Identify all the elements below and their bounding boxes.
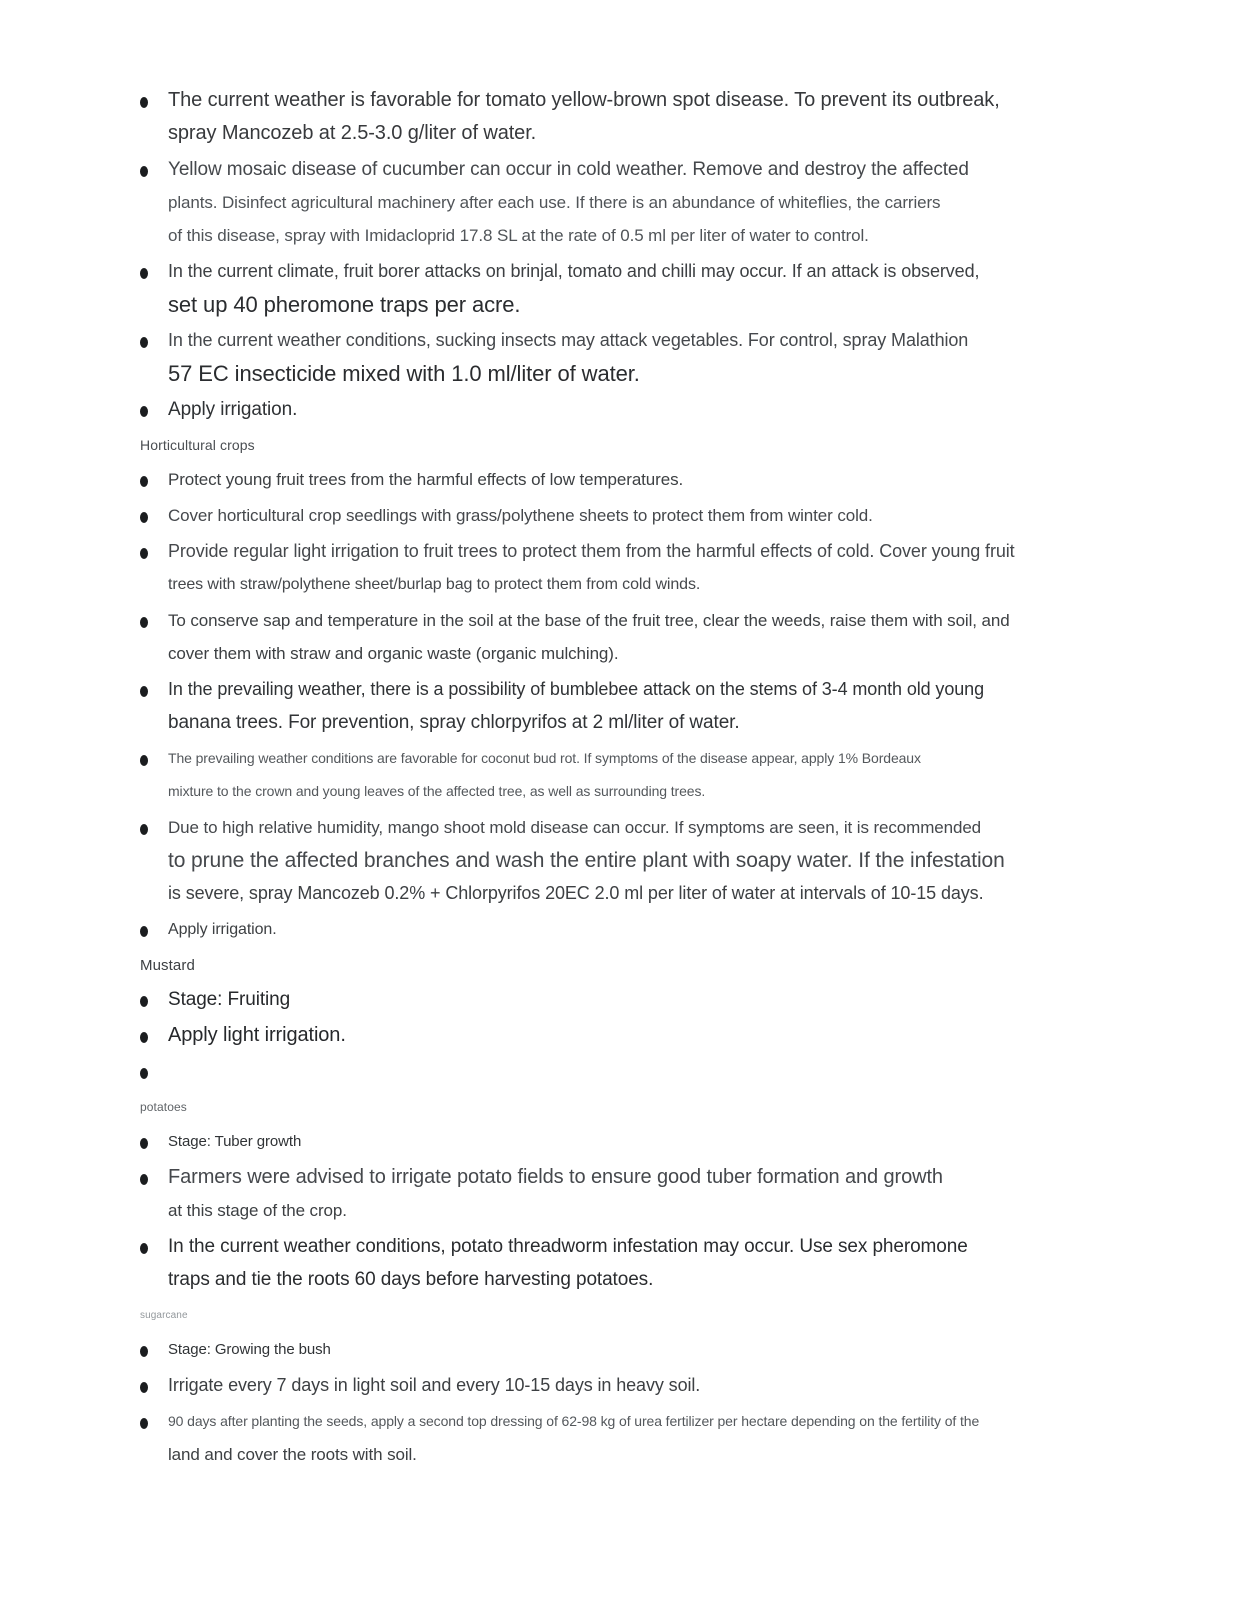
list-item-lines [168, 673, 1206, 739]
section-heading-horticultural-crops: Horticultural crops [140, 437, 255, 453]
bullet-icon [140, 499, 168, 532]
list-item-lines [168, 1405, 1206, 1471]
list-item [140, 1125, 1206, 1158]
bullet-icon [140, 604, 168, 670]
list-item-lines [168, 1230, 1206, 1296]
list-item [140, 1369, 1206, 1402]
list-item-lines [168, 1019, 1206, 1052]
text-line: land and cover the roots with soil. [168, 1445, 417, 1464]
text-line: 57 EC insecticide mixed with 1.0 ml/liter of water. [168, 361, 640, 386]
text-line: spray Mancozeb at 2.5-3.0 g/liter of water. [168, 122, 537, 144]
bullet-icon [140, 1019, 168, 1052]
bullet-icon [140, 324, 168, 390]
list-item-lines [168, 604, 1206, 670]
text-line: Cover horticultural crop seedlings with grass/polythene sheets to protect them from winter cold. [168, 506, 873, 525]
text-line: In the current climate, fruit borer attacks on brinjal, tomato and chilli may occur. If an attack is observed, [168, 261, 980, 281]
list-item-lines [168, 499, 1206, 532]
list-item [140, 463, 1206, 496]
list-item-lines [168, 1125, 1206, 1158]
text-line: plants. Disinfect agricultural machinery after each use. If there is an abundance of whiteflies, the carriers [168, 193, 941, 212]
text-line: The prevailing weather conditions are favorable for coconut bud rot. If symptoms of the disease appear, apply 1% Bordeaux [168, 750, 921, 766]
text-line: To conserve sap and temperature in the soil at the base of the fruit tree, clear the weeds, raise them with soil, and [168, 611, 1010, 630]
bullet-icon [140, 811, 168, 910]
text-line: Apply irrigation. [168, 399, 298, 420]
section-heading-potatoes: potatoes [140, 1100, 187, 1114]
list-item-lines [168, 255, 1206, 321]
list-item [140, 913, 1206, 946]
bullet-icon [140, 1055, 168, 1088]
text-line: Stage: Fruiting [168, 989, 291, 1010]
bullet-icon [140, 463, 168, 496]
list-item [140, 153, 1206, 252]
bullet-icon [140, 1161, 168, 1227]
bullet-icon [140, 1125, 168, 1158]
list-item [140, 84, 1206, 150]
text-line: The current weather is favorable for tomato yellow-brown spot disease. To prevent its outbreak, [168, 89, 1000, 111]
list-item [140, 1230, 1206, 1296]
text-line: of this disease, spray with Imidacloprid 17.8 SL at the rate of 0.5 ml per liter of water to control. [168, 226, 869, 245]
list-item [140, 499, 1206, 532]
bullet-icon [140, 673, 168, 739]
bullet-icon [140, 983, 168, 1016]
list-item-lines [168, 811, 1206, 910]
bullet-icon [140, 1405, 168, 1471]
list-item-lines [168, 913, 1206, 946]
list-item [140, 983, 1206, 1016]
list-item-lines [168, 393, 1206, 426]
section-heading-mustard: Mustard [140, 957, 195, 974]
text-line: to prune the affected branches and wash the entire plant with soapy water. If the infestation [168, 849, 1005, 872]
list-item-lines [168, 84, 1206, 150]
text-line: Irrigate every 7 days in light soil and every 10-15 days in heavy soil. [168, 1375, 701, 1395]
bullet-icon [140, 393, 168, 426]
list-item-lines [168, 535, 1206, 601]
list-item [140, 1055, 1206, 1088]
text-line: Protect young fruit trees from the harmful effects of low temperatures. [168, 470, 684, 489]
bullet-icon [140, 153, 168, 252]
list-item [140, 742, 1206, 808]
text-line: banana trees. For prevention, spray chlorpyrifos at 2 ml/liter of water. [168, 712, 740, 733]
list-item [140, 255, 1206, 321]
list-item-lines [168, 1055, 1206, 1088]
text-line: cover them with straw and organic waste (organic mulching). [168, 644, 619, 663]
text-line: Yellow mosaic disease of cucumber can occur in cold weather. Remove and destroy the affected [168, 159, 969, 180]
text-line: is severe, spray Mancozeb 0.2% + Chlorpyrifos 20EC 2.0 ml per liter of water at intervals of 10-15 days. [168, 883, 984, 903]
list-item [140, 604, 1206, 670]
list-item [140, 1405, 1206, 1471]
text-line: mixture to the crown and young leaves of the affected tree, as well as surrounding trees. [168, 783, 706, 799]
text-line: In the current weather conditions, sucking insects may attack vegetables. For control, spray Malathion [168, 330, 969, 350]
text-line: Apply light irrigation. [168, 1024, 346, 1046]
bullet-icon [140, 913, 168, 946]
list-item [140, 673, 1206, 739]
text-line: In the current weather conditions, potato threadworm infestation may occur. Use sex pheromone [168, 1236, 968, 1257]
text-line: Stage: Tuber growth [168, 1133, 302, 1150]
list-item-lines [168, 983, 1206, 1016]
list-item-lines [168, 153, 1206, 252]
list-item [140, 1019, 1206, 1052]
text-line: Due to high relative humidity, mango shoot mold disease can occur. If symptoms are seen, it is recommended [168, 818, 982, 837]
text-line: traps and tie the roots 60 days before harvesting potatoes. [168, 1269, 654, 1290]
list-item-lines [168, 1369, 1206, 1402]
section-heading-sugarcane: sugarcane [140, 1310, 188, 1321]
list-item-lines [168, 742, 1206, 808]
text-line: at this stage of the crop. [168, 1201, 347, 1220]
list-item-lines [168, 324, 1206, 390]
text-line: 90 days after planting the seeds, apply a second top dressing of 62-98 kg of urea fertilizer per hectare depending on the fertility of the [168, 1413, 980, 1429]
bullet-icon [140, 1333, 168, 1366]
text-line: Apply irrigation. [168, 921, 277, 938]
list-item [140, 324, 1206, 390]
text-line: set up 40 pheromone traps per acre. [168, 292, 521, 317]
list-item [140, 1161, 1206, 1227]
bullet-icon [140, 84, 168, 150]
bullet-icon [140, 535, 168, 601]
text-line: trees with straw/polythene sheet/burlap bag to protect them from cold winds. [168, 576, 701, 593]
bullet-icon [140, 1369, 168, 1402]
text-line: Stage: Growing the bush [168, 1341, 331, 1358]
bullet-icon [140, 255, 168, 321]
list-item [140, 811, 1206, 910]
text-line: In the prevailing weather, there is a possibility of bumblebee attack on the stems of 3-4 month old young [168, 679, 984, 699]
text-line: Farmers were advised to irrigate potato fields to ensure good tuber formation and growth [168, 1166, 943, 1188]
list-item-lines [168, 1333, 1206, 1366]
list-item [140, 393, 1206, 426]
list-item [140, 535, 1206, 601]
list-item-lines [168, 1161, 1206, 1227]
text-line [168, 1055, 1206, 1088]
list-item-lines [168, 463, 1206, 496]
text-line: Provide regular light irrigation to fruit trees to protect them from the harmful effects of cold. Cover young fruit [168, 541, 1015, 561]
bullet-icon [140, 742, 168, 808]
bullet-icon [140, 1230, 168, 1296]
list-item [140, 1333, 1206, 1366]
